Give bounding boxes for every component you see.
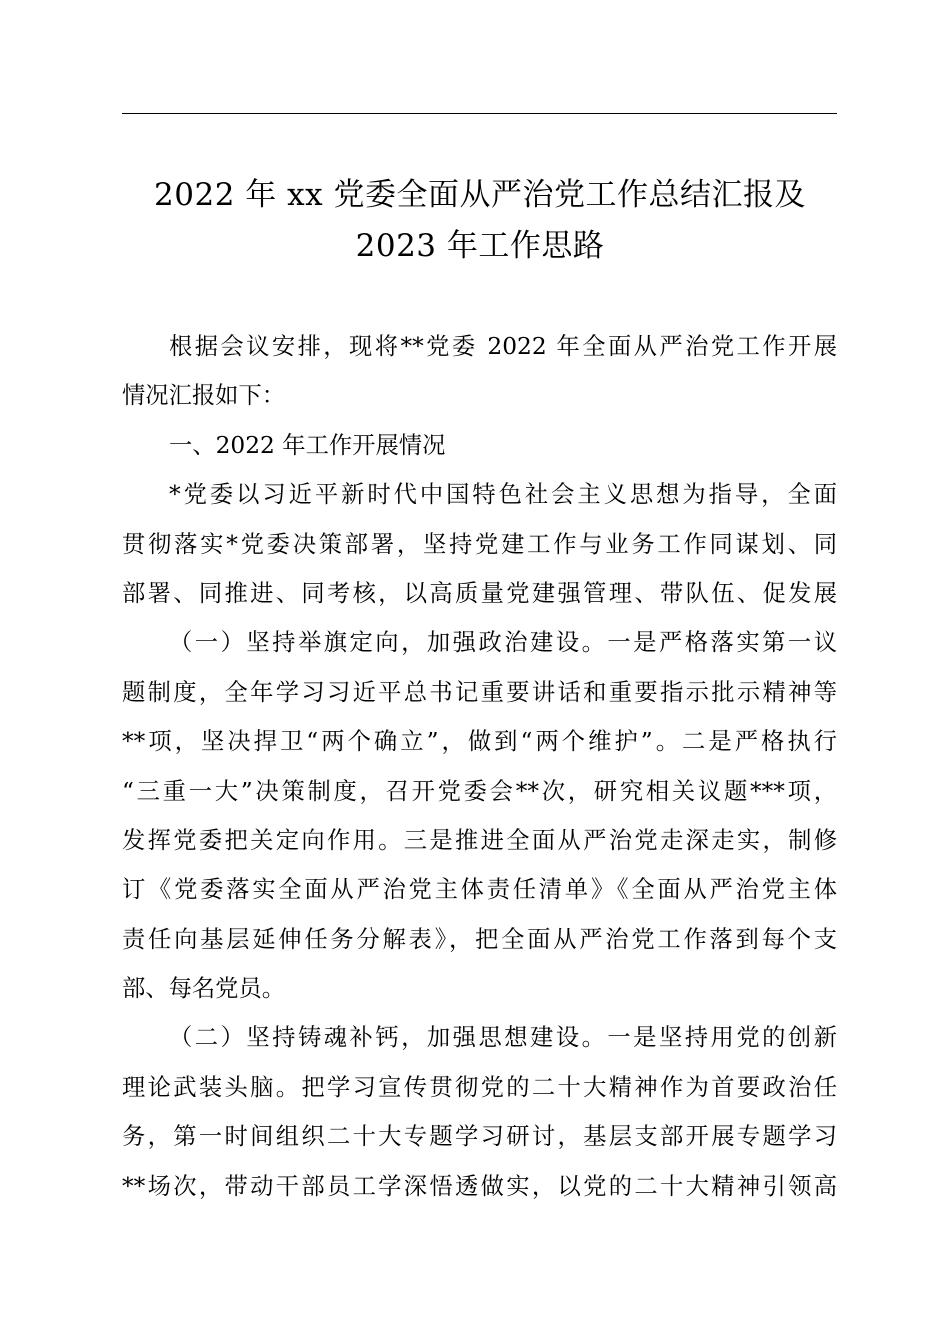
paragraph-line: 根据会议安排，现将**党委 2022 年全面从严治党工作开展	[169, 333, 837, 360]
paragraph-line: **场次，带动干部员工学深悟透做实，以党的二十大精神引领高	[122, 1172, 837, 1200]
paragraph-line: *党委以习近平新时代中国特色社会主义思想为指导，全面	[169, 481, 837, 509]
paragraph-line: （一）坚持举旗定向，加强政治建设。一是严格落实第一议	[169, 629, 837, 657]
document-title	[110, 170, 850, 272]
paragraph-line: 发挥党委把关定向作用。三是推进全面从严治党走深走实，制修	[122, 826, 837, 854]
paragraph-line: 部、每名党员。	[122, 975, 286, 1003]
paragraph-line: 责任向基层延伸任务分解表》，把全面从严治党工作落到每个支	[122, 925, 837, 953]
paragraph-line: “三重一大”决策制度，召开党委会**次，研究相关议题***项，	[122, 777, 837, 805]
paragraph-line: 部署、同推进、同考核，以高质量党建强管理、带队伍、促发展	[122, 579, 837, 607]
paragraph-line: 题制度，全年学习习近平总书记重要讲话和重要指示批示精神等	[122, 678, 837, 706]
paragraph-line: 务，第一时间组织二十大专题学习研讨，基层支部开展专题学习	[122, 1123, 837, 1151]
title-line: 2023 年工作思路	[355, 228, 605, 264]
paragraph-line: （二）坚持铸魂补钙，加强思想建设。一是坚持用党的创新	[169, 1024, 837, 1052]
paragraph-line: 贯彻落实*党委决策部署，坚持党建工作与业务工作同谋划、同	[122, 530, 837, 558]
document-body	[122, 322, 837, 1211]
paragraph-line: 理论武装头脑。把学习宣传贯彻党的二十大精神作为首要政治任	[122, 1073, 837, 1101]
paragraph-line: 情况汇报如下：	[122, 382, 286, 410]
title-line: 2022 年 xx 党委全面从严治党工作总结汇报及	[154, 177, 806, 213]
header-rule	[122, 113, 837, 114]
paragraph-line: **项，坚决捍卫“两个确立”，做到“两个维护”。二是严格执行	[122, 728, 837, 756]
paragraph-line: 订《党委落实全面从严治党主体责任清单》《全面从严治党主体	[122, 876, 837, 904]
section-heading: 一、2022 年工作开展情况	[169, 431, 446, 459]
